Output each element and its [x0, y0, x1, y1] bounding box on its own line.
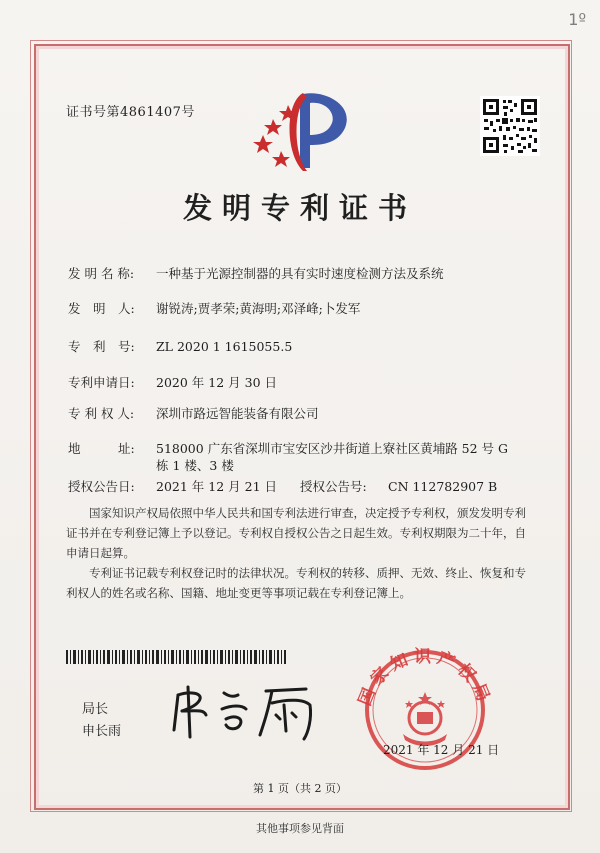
page-number: 第 1 页（共 2 页）	[253, 782, 347, 795]
patent-office-logo-icon	[245, 83, 365, 173]
signature-image	[160, 675, 330, 745]
field-value: 2020 年 12 月 30 日	[156, 375, 277, 390]
director-title: 局长	[82, 702, 109, 717]
field-label: 专 利 号:	[68, 339, 135, 354]
field-value: 2021 年 12 月 21 日	[156, 479, 277, 494]
seal-date: 2021 年 12 月 21 日	[383, 743, 500, 757]
footer-note: 其他事项参见背面	[256, 822, 344, 835]
field-label: 发 明 名 称:	[68, 266, 135, 281]
certificate-number: 证书号第4861407号	[66, 105, 195, 120]
field-label: 授权公告日:	[68, 479, 135, 494]
qr-code-icon	[480, 96, 540, 156]
field-value: 深圳市路远智能装备有限公司	[156, 406, 319, 421]
field-value: 518000 广东省深圳市宝安区沙井街道上寮社区黄埔路 52 号 G 栋 1 楼、3 楼	[156, 441, 509, 473]
field-label: 地 址:	[68, 441, 135, 456]
field-label: 专 利 权 人:	[68, 406, 135, 421]
field-label: 发 明 人:	[68, 301, 135, 316]
barcode-icon	[66, 650, 286, 664]
director-name: 申长雨	[82, 724, 122, 739]
seal-text: 国家知识产权局	[355, 647, 495, 709]
field-label: 授权公告号:	[300, 479, 367, 494]
statement-paragraph: 国家知识产权局依照中华人民共和国专利法进行审查，决定授予专利权，颁发发明专利证书并在专利登记簿上予以登记。专利权自授权公告之日起生效。专利权期限为二十年，自申请日起算。	[66, 506, 526, 560]
corner-mark: 1º	[568, 10, 586, 29]
certificate-title: 发明专利证书	[182, 191, 417, 225]
field-value: 一种基于光源控制器的具有实时速度检测方法及系统	[156, 266, 444, 281]
field-value: CN 112782907 B	[388, 479, 498, 494]
legal-status-paragraph: 专利证书记载专利权登记时的法律状况。专利权的转移、质押、无效、终止、恢复和专利权人的姓名或名称、国籍、地址变更等事项记载在专利登记簿上。	[66, 566, 526, 600]
field-value: ZL 2020 1 1615055.5	[156, 339, 293, 354]
field-label: 专利申请日:	[68, 375, 135, 390]
field-value: 谢锐涛;贾孝荣;黄海明;邓泽峰;卜发军	[156, 301, 361, 316]
